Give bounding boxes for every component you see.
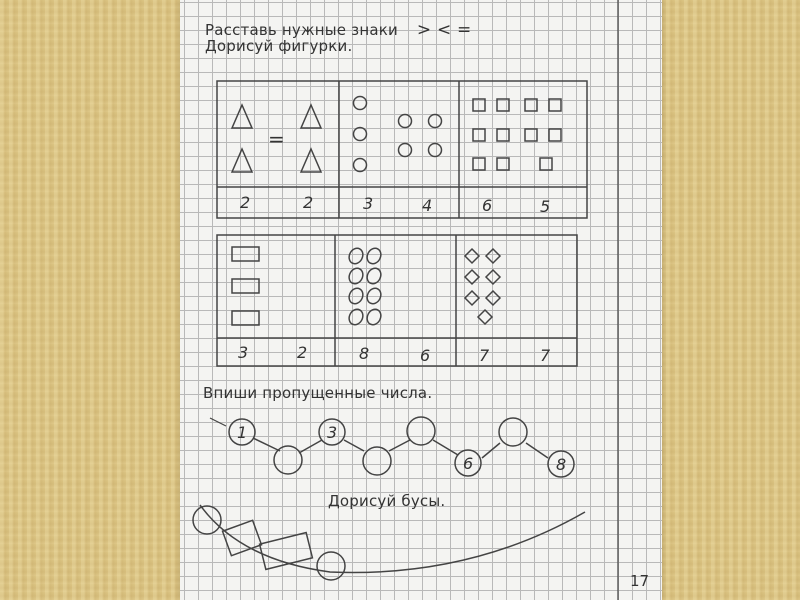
comparison-signs: > < = [416,20,472,40]
bead-icon [193,506,345,580]
missing-numbers-instruction: Впиши пропущенные числа. [203,384,433,402]
count-label: 7 [479,346,490,365]
count-label: 4 [422,196,433,215]
instruction-text: Расставь нужные знаки [205,21,398,39]
page-number: 17 [630,572,650,590]
count-label: 2 [240,193,251,212]
count-label: 3 [363,194,374,213]
number-chain-links [210,418,548,458]
count-label: 6 [420,346,431,365]
count-labels [238,193,551,365]
chain-number: 3 [327,423,338,442]
comparison-table-bottom [217,235,577,366]
count-label: 2 [297,343,308,362]
count-label: 3 [238,343,249,362]
count-label: 8 [359,344,370,363]
beads-instruction: Дорисуй бусы. [328,492,446,510]
comparison-sign: = [268,127,285,151]
instruction-line-2: Дорисуй фигурки. [205,37,353,55]
count-label: 7 [540,346,551,365]
rectangle-icon [232,247,259,325]
circle-icon [354,97,442,172]
chain-number: 8 [556,455,567,474]
oval-icon [347,246,384,327]
number-chain-circles [229,417,574,477]
chain-number: 1 [237,423,248,442]
count-label: 5 [540,197,551,216]
count-label: 2 [303,193,314,212]
count-label: 6 [482,196,493,215]
bead-string [200,505,585,573]
chain-number-labels [237,423,566,474]
diamond-icon [465,249,500,324]
chain-number: 6 [463,454,474,473]
square-icon [473,99,561,170]
